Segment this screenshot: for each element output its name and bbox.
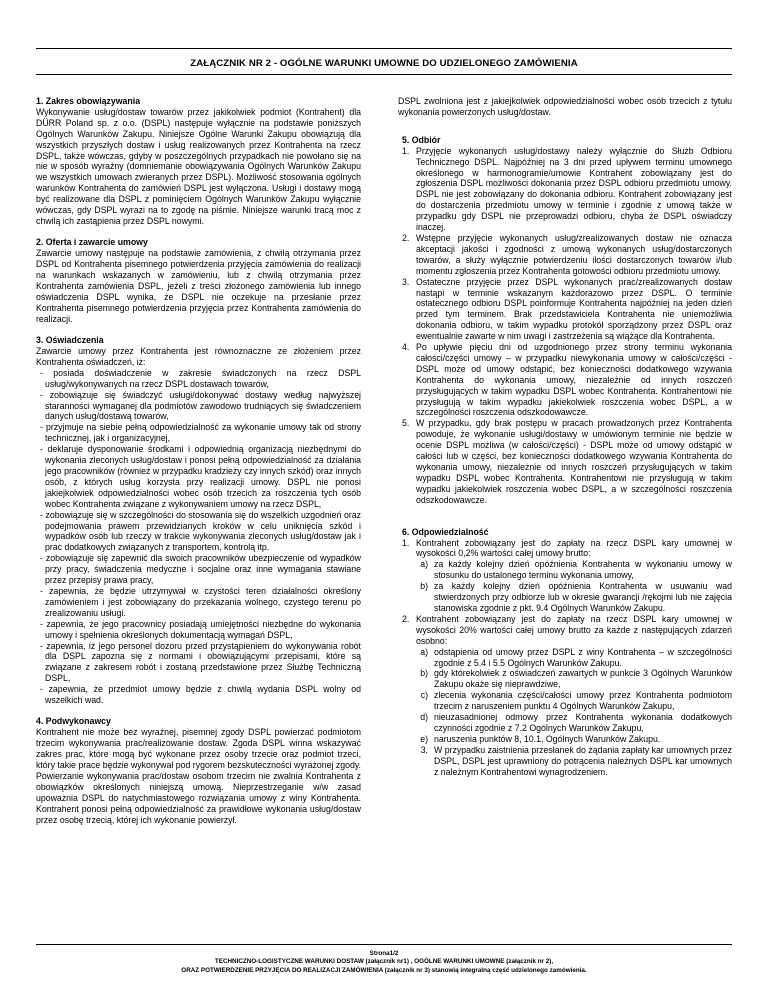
list-item bbox=[398, 233, 732, 277]
right-column bbox=[398, 96, 732, 788]
list-number: 1. bbox=[402, 537, 410, 548]
sub-list-letter: a) bbox=[420, 559, 428, 570]
section-subcontractors bbox=[36, 716, 361, 825]
page-number: Strona1/2 bbox=[369, 950, 399, 957]
list-number: 2. bbox=[402, 232, 410, 243]
sub-list-item bbox=[398, 647, 732, 669]
list-text: Wstępne przyjęcie wykonanych usług/zrealizowanych dostaw nie oznacza akceptacji jakości i zgodności z umową wykonanych usług/dostarczonych towarów, a służy wyłącznie potwierdzeniu ilości dostarczonych towarów i/lub momentu zgłoszenia przez Kontrahenta gotowości odbioru przedmiotu umowy. bbox=[416, 232, 732, 276]
declaration-item: - zobowiązuje się w szczególności do stosowania się do wszelkich uzgodnień oraz podejmowania prawem przewidzianych kroków w celu uniknięcia szkód i wypadków osób lub rzeczy w trakcie wykonywania zleconych usług/dostaw jak i prac dodatkowych związanych z transportem, kontrolą itp. bbox=[40, 509, 361, 553]
sub-list-letter: 3. bbox=[420, 744, 428, 755]
declaration-item: - zapewnia, iż jego personel dozoru przed przystąpieniem do wykonywania robót dla DSPL zapozna się z normami i obowiązującymi przepisami, które są związane z zakresem robót i zostaną przedstawione przez Służbę Techniczną DSPL, bbox=[40, 640, 361, 684]
sub-list-text: za każdy kolejny dzień opóźnienia Kontrahenta w wykonaniu umowy w stosunku do ustalonego terminu wykonania umowy, bbox=[434, 559, 732, 581]
declaration-item: - zapewnia, że przedmiot umowy będzie z chwilą wydania DSPL wolny od wszelkich wad. bbox=[40, 684, 361, 706]
sub-list-text: odstąpienia od umowy przez DSPL z winy Kontrahenta – w szczególności zgodnie z 5.4 i 5.5 Ogólnych Warunków Zakupu. bbox=[434, 646, 732, 668]
sub-list-letter: d) bbox=[420, 712, 428, 723]
section-declarations bbox=[36, 335, 361, 706]
list-number: 3. bbox=[402, 276, 410, 287]
list-number: 1. bbox=[402, 145, 410, 156]
declaration-item: - deklaruje dysponowanie środkami i odpowiednią organizacją niezbędnymi do wykonania zleconych usług/dostaw i ponosi pełną odpowiedzialność za działania jego pracowników (również w przypadku kradzieży czy innych szkód) oraz innych osób, z których usług korzysta przy realizacji umowy. DSPL nie ponosi jakiejkolwiek odpowiedzialności wobec osób trzecich za roszczenia tych osób wobec Kontrahenta związane z wykonywaniem umowy na rzecz DSPL, bbox=[40, 444, 361, 509]
list-number: 5. bbox=[402, 418, 410, 429]
section-heading: 2. Oferta i zawarcie umowy bbox=[36, 237, 148, 248]
section-heading: 4. Podwykonawcy bbox=[36, 716, 111, 727]
list-text: W przypadku, gdy brak postępu w pracach prowadzonych przez Kontrahenta powoduje, że wykonanie usługi/dostawy w umówionym terminie nie będzie w ocenie DSPL możliwa (w całości/części) - DSPL może od umowy odstąpić w całości lub w części, bez konieczności dodatkowego wzywania Kontrahenta do wykonania umowy, niezależnie od innych roszczeń przysługujących w takim wypadku DSPL wobec Kontrahenta. Kontrahentowi nie przysługują w takim wypadku jakiekolwiek roszczenia wobec DSPL, a w szczególności roszczenia odszkodowawcze. bbox=[416, 418, 732, 505]
list-item bbox=[398, 342, 732, 418]
section-acceptance bbox=[398, 135, 732, 506]
page-footer bbox=[36, 950, 732, 975]
sub-list-text: nieuzasadnionej odmowy przez Kontrahenta wykonania dodatkowych czynności zgodnie z 7.2 Ogólnych Warunków Zakupu, bbox=[434, 712, 732, 733]
section-heading: 5. Odbiór bbox=[402, 134, 441, 145]
section-paragraph: Wykonywanie usług/dostaw towarów przez jakikolwiek podmiot (Kontrahent) dla DÜRR Poland sp. z o.o. (DSPL) następuje wyłącznie na podstawie poniższych Ogólnych Warunków Zakupu. Niniejsze Ogólne Warunki Zakupu obowiązują dla wszystkich przyszłych dostaw i usług realizowanych przez Kontrahenta na rzecz DSPL, także wówczas, gdyby w poszczególnych przypadkach nie powołano się na nie w sposób wyraźny (domniemanie obowiązywania Ogólnych Warunków Zakupu we wszystkich umowach zwieranych przez DSPL). Możliwość stosowania ogólnych warunków Kontrahenta do zamówień DSPL jest wyłączona. Usługi i dostawy mogą być realizowane dla DSPL z pominięciem Ogólnych Warunków Zakupu wyłącznie wówczas, gdy DSPL wyrazi na to zgodę na piśmie. Niniejsze warunki tracą moc z chwilą ich zastąpienia przez DSPL nowymi. bbox=[36, 106, 361, 226]
list-item bbox=[398, 277, 732, 342]
footer-line: TECHNICZNO-LOGISTYCZNE WARUNKI DOSTAW (załącznik nr1) , OGÓLNE WARUNKI UMOWNE (załącznik nr 2), bbox=[214, 958, 554, 966]
top-rule bbox=[36, 48, 732, 49]
section-heading: 3. Oświadczenia bbox=[36, 335, 104, 346]
sub-list-text: W przypadku zaistnienia przesłanek do żądania zapłaty kar umownych przez DSPL, DSPL jest uprawniony do potrącenia należnych DSPL kar umownych z należnym Kontrahentowi wynagrodzeniem. bbox=[434, 744, 732, 777]
sub-list-item bbox=[398, 581, 732, 614]
list-text: Przyjęcie wykonanych usług/dostawy należy wyłącznie do Służb Odbioru Technicznego DSPL. Najpóźniej na 3 dni przed upływem terminu umownego określonego w harmonogramie/umowie Kontrahent zobowiązany jest do zgłoszenia DSPL możliwości dokonania przez DSPL odbioru przedmiotu umowy. DSPL nie jest zobowiązany do dokonania odbioru. Kontrahent zobowiązany jest do dostarczenia przedmiotu umowy w terminie i zgodnie z umową także w przypadku gdy DSPL nie przeprowadzi odbioru, chyba że DSPL oświadczy inaczej. bbox=[416, 145, 732, 233]
footer-line: ORAZ POTWIERDZENIE PRZYJĘCIA DO REALIZACJI ZAMÓWIENIA (załącznik nr 3) stanowią integralną część udzielonego zamówienia. bbox=[181, 966, 587, 974]
sub-list-item bbox=[398, 745, 732, 778]
section-heading: 1. Zakres obowiązywania bbox=[36, 96, 141, 106]
list-item bbox=[398, 418, 732, 505]
list-item bbox=[398, 538, 732, 560]
list-text: Kontrahent zobowiązany jest do zapłaty na rzecz DSPL kary umownej w wysokości 0,2% wartości całej umowy brutto: bbox=[416, 537, 732, 559]
sub-list-letter: a) bbox=[420, 646, 428, 657]
section-paragraph: Kontrahent nie może bez wyraźnej, pisemnej zgody DSPL powierzać podmiotom trzecim wykonywania prac/realizowanie dostaw. Zgoda DSPL winna wskazywać zakres prac, które mogą być wykonane przez osoby trzecie oraz podmiot trzeci, który takie prace będzie wykonywał pod rygorem bezskuteczności wyrażonej zgody. Powierzanie wykonywania prac/dostaw osobom trzecim nie zwalnia Kontrahenta z obowiązków określonych niniejszą umową. Nieprzestrzeganie w/w zasad upoważnia DSPL do natychmiastowego rozwiązania umowy z winy Kontrahenta. Kontrahent ponosi pełną odpowiedzialność za prawidłowe wykonania usług/dostaw przez osobę trzecią, której ich wykonanie powierzył. bbox=[36, 727, 361, 825]
sub-list-item bbox=[398, 690, 732, 712]
section-offer bbox=[36, 237, 361, 324]
declaration-item: - przyjmuje na siebie pełną odpowiedzialność za wykonanie umowy tak od strony technicznej, jak i organizacyjnej, bbox=[40, 422, 361, 444]
sub-list-text: za każdy kolejny dzień opóźnienia Kontrahenta w usuwaniu wad stwierdzonych przy odbiorze lub w okresie gwarancji /rękojmi lub nie zajęcia stanowiska zgodnie z pkt. 9.4 Ogólnych Warunków Zakupu. bbox=[434, 581, 732, 613]
sub-list-text: gdy którekolwiek z oświadczeń zawartych w punkcie 3 Ogólnych Warunków Zakupu okaże się nieprawdziwe, bbox=[434, 668, 732, 690]
left-column bbox=[36, 96, 361, 836]
declaration-item: - posiada doświadczenie w zakresie świadczonych na rzecz DSPL usług/wykonywanych na rzecz DSPL dostawach towarów, bbox=[40, 367, 361, 389]
footer-rule bbox=[36, 944, 732, 945]
declaration-item: - zobowiązuje się świadczyć usługi/dokonywać dostawy według najwyższej staranności wymaganej dla podmiotów zawodowo trudniących się świadczeniem danych usług/dostawą towarów, bbox=[40, 389, 361, 422]
sub-list-item bbox=[398, 668, 732, 690]
sub-list-letter: e) bbox=[420, 733, 428, 744]
section-heading: 6. Odpowiedzialność bbox=[402, 526, 489, 537]
list-item bbox=[398, 614, 732, 647]
title-rule bbox=[36, 74, 732, 75]
list-text: Kontrahent zobowiązany jest do zapłaty na rzecz DSPL kary umownej w wysokości 20% wartości całej umowy brutto za każde z następujących zdarzeń osobno: bbox=[416, 613, 732, 646]
section-scope bbox=[36, 96, 361, 227]
sub-list-letter: b) bbox=[420, 581, 428, 592]
declaration-item: - zobowiązuje się zapewnić dla swoich pracowników ubezpieczenie od wypadków przy pracy, świadczenia medyczne i socjalne oraz inne wymagania stawiane przez przepisy prawa pracy, bbox=[40, 553, 361, 586]
sub-list-item bbox=[398, 734, 732, 745]
sub-list-item bbox=[398, 712, 732, 734]
document-title: ZAŁĄCZNIK NR 2 - OGÓLNE WARUNKI UMOWNE DO UDZIELONEGO ZAMÓWIENIA bbox=[190, 58, 578, 69]
continuation-paragraph: DSPL zwolniona jest z jakiejkolwiek odpowiedzialności wobec osób trzecich z tytułu wykonania powierzonych usług/dostaw. bbox=[398, 96, 732, 117]
declaration-item: - zapewnia, że będzie utrzymywał w czystości teren działalności określony zamówieniem i jest zobowiązany do przekazania wolnego, czystego terenu po zrealizowaniu usługi. bbox=[40, 585, 361, 618]
sub-list-text: naruszenia punktów 8, 10.1, Ogólnych Warunków Zakupu. bbox=[434, 733, 661, 744]
section-liability bbox=[398, 527, 732, 778]
list-number: 4. bbox=[402, 342, 410, 353]
sub-list-letter: c) bbox=[420, 690, 428, 701]
list-text: Ostateczne przyjęcie przez DSPL wykonanych prac/zrealizowanych dostaw nastąpi w terminie wskazanym każdorazowo przez DSPL. O terminie ostatecznego odbioru DSPL poinformuje Kontrahenta najpóźniej na jeden dzień przed tym terminem. Brak przedstawiciela Kontrahenta nie uniemożliwia dokonania odbioru, w takim wypadku protokół sporządzony przez DSPL oraz ewentualnie zawarte w nim uwagi i zastrzeżenia są wiążące dla Kontrahenta. bbox=[416, 276, 732, 342]
section-intro: Zawarcie umowy przez Kontrahenta jest równoznaczne ze złożeniem przez Kontrahenta oświadczeń, iż: bbox=[36, 346, 361, 367]
list-item bbox=[398, 146, 732, 233]
list-number: 2. bbox=[402, 613, 410, 624]
sub-list-letter: b) bbox=[420, 668, 428, 679]
sub-list-text: zlecenia wykonania części/całości umowy przez Kontrahenta podmiotom trzecim z naruszeniem punktu 4 Ogólnych Warunków Zakupu, bbox=[434, 690, 732, 712]
section-paragraph: Zawarcie umowy następuje na podstawie zamówienia, z chwilą otrzymania przez DSPL od Kontrahenta pisemnego potwierdzenia przyjęcia zamówienia do realizacji na warunkach wskazanych w zamówieniu, lub z chwilą otrzymania przez Kontrahenta zamówienia DSPL, jeżeli z treści złożonego zamówienia lub innego oświadczenia DSPL wynika, że DSPL nie oczekuje na przesłanie przez Kontrahenta pisemnego potwierdzenia przyjęcia przez Kontrahenta zamówienia do realizacji. bbox=[36, 248, 361, 324]
list-text: Po upływie pięciu dni od uzgodnionego przez strony terminu wykonania całości/części umowy – w przypadku niewykonania umowy w całości/części - DSPL może od umowy odstąpić, bez konieczności dodatkowego wzywania Kontrahenta do wykonania umowy, niezależnie od innych roszczeń przysługujących w takim wypadku DSPL wobec Kontrahenta. Kontrahentowi nie przysługują w takim wypadku jakiekolwiek roszczenia wobec DSPL, a w szczególności roszczenia odszkodowawcze. bbox=[416, 342, 732, 418]
section-continuation bbox=[398, 96, 732, 118]
declaration-item: - zapewnia, że jego pracownicy posiadają umiejętności niezbędne do wykonania umowy i spełnienia określonych dokumentacją wymagań DSPL, bbox=[40, 618, 361, 640]
sub-list-item bbox=[398, 559, 732, 581]
